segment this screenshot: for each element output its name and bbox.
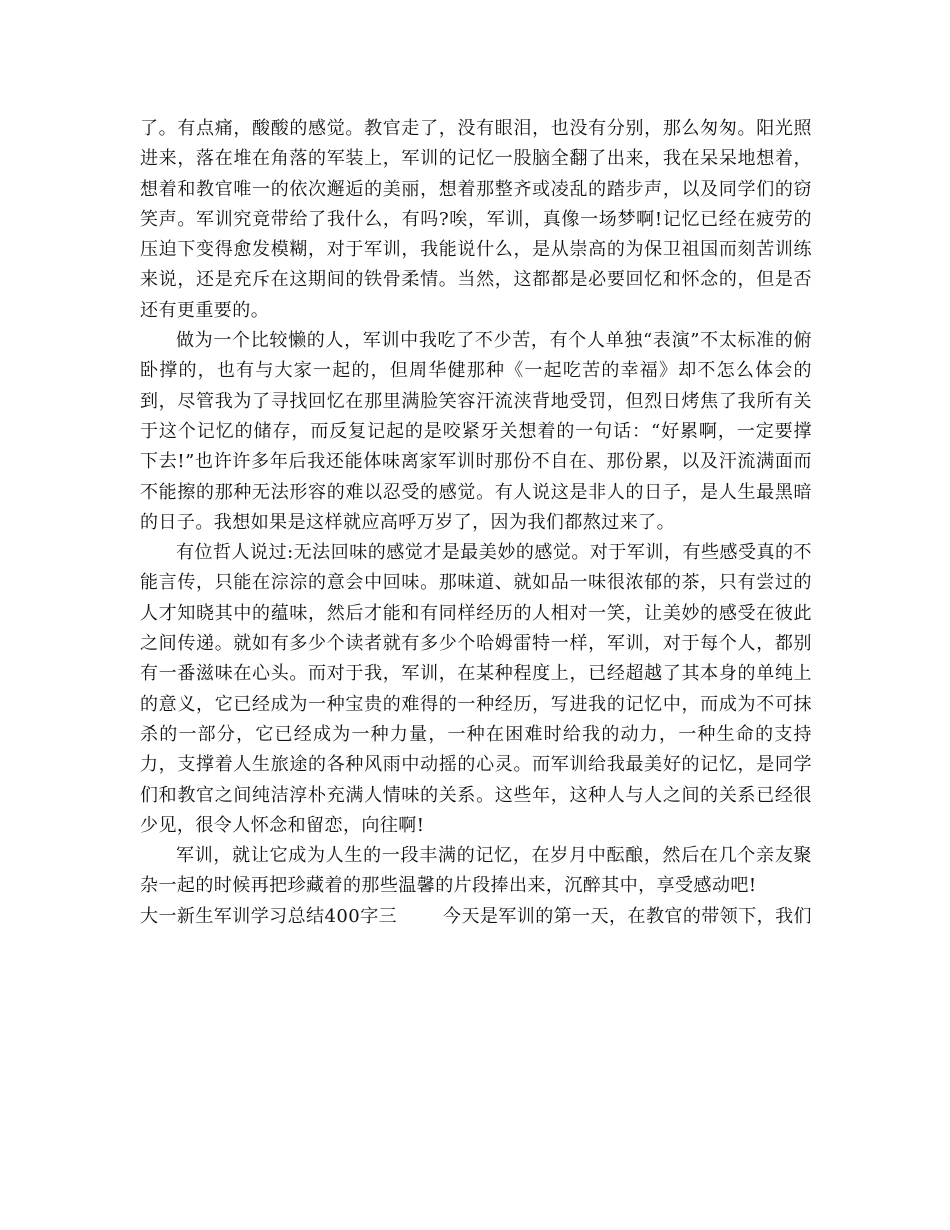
section-opening-text: 今天是军训的第一天，在教官的带领下，我们 bbox=[443, 905, 812, 927]
paragraph-4: 军训，就让它成为人生的一段丰满的记忆，在岁月中酝酿，然后在几个亲友聚杂一起的时候再把珍藏着的那些温馨的片段捧出来，沉醉其中，享受感动吧! bbox=[140, 845, 812, 897]
paragraph-1: 了。有点痛，酸酸的感觉。教官走了，没有眼泪，也没有分别，那么匆匆。阳光照进来，落在堆在角落的军装上，军训的记忆一股脑全翻了出来，我在呆呆地想着，想着和教官唯一的依次邂逅的美丽，想着那整齐或凌乱的踏步声，以及同学们的窃笑声。军训究竟带给了我什么，有吗?唉，军训，真像一场梦啊!记忆已经在疲劳的压迫下变得愈发模糊，对于军训，我能说什么，是从崇高的为保卫祖国而刻苦训练来说，还是充斥在这期间的铁骨柔情。当然，这都都是必要回忆和怀念的，但是否还有更重要的。 bbox=[140, 118, 812, 321]
document-body bbox=[140, 114, 812, 932]
paragraph-2: 做为一个比较懒的人，军训中我吃了不少苦，有个人单独“表演”不太标准的俯卧撑的，也有与大家一起的，但周华健那种《一起吃苦的幸福》却不怎么体会的到，尽管我为了寻找回忆在那里满脸笑容汗流浃背地受罚，但烈日烤焦了我所有关于这个记忆的储存，而反复记起的是咬紧牙关想着的一句话：“好累啊，一定要撑下去!”也许许多年后我还能体味离家军训时那份不自在、那份累，以及汗流满面而不能擦的那种无法形容的难以忍受的感觉。有人说这是非人的日子，是人生最黑暗的日子。我想如果是这样就应高呼万岁了，因为我们都熬过来了。 bbox=[140, 330, 812, 533]
next-section-line bbox=[140, 902, 812, 932]
paragraph-3: 有位哲人说过:无法回味的感觉才是最美妙的感觉。对于军训，有些感受真的不能言传，只能在淙淙的意会中回味。那味道、就如品一味很浓郁的茶，只有尝过的人才知晓其中的蕴味，然后才能和有同样经历的人相对一笑，让美妙的感受在彼此之间传递。就如有多少个读者就有多少个哈姆雷特一样，军训，对于每个人，都别有一番滋味在心头。而对于我，军训，在某种程度上，已经超越了其本身的单纯上的意义，它已经成为一种宝贵的难得的一种经历，写进我的记忆中，而成为不可抹杀的一部分，它已经成为一种力量，一种在困难时给我的动力，一种生命的支持力，支撑着人生旅途的各种风雨中动摇的心灵。而军训给我最美好的记忆，是同学们和教官之间纯洁淳朴充满人情味的关系。这些年，这种人与人之间的关系已经很少见，很令人怀念和留恋，向往啊! bbox=[140, 542, 812, 836]
section-title: 大一新生军训学习总结400字三 bbox=[140, 905, 398, 927]
